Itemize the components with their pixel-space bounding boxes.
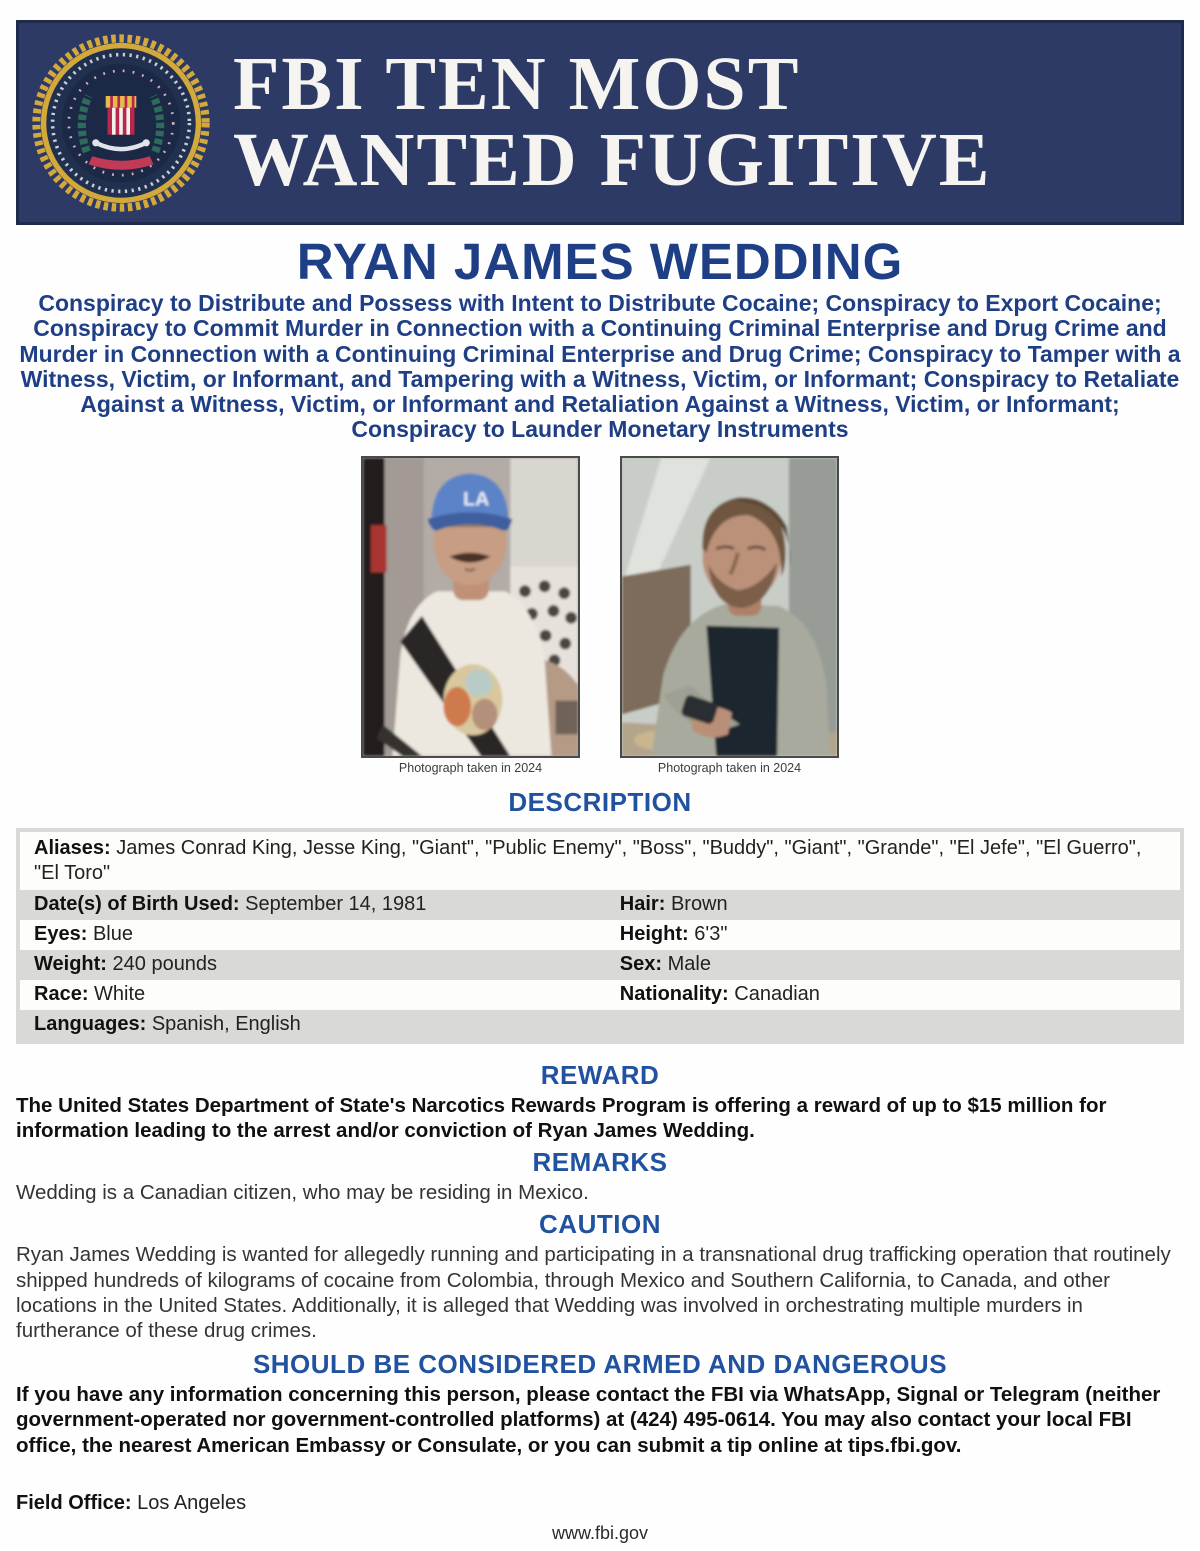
sex-value: Male [667, 953, 711, 976]
aliases-value: James Conrad King, Jesse King, "Giant", "Public Enemy", "Boss", "Buddy", "Giant", "Grande", "El Jefe", "El Guerro", "El Toro" [34, 836, 1142, 884]
nationality-label: Nationality: [619, 983, 729, 1006]
height-value: 6'3" [694, 923, 728, 946]
description-heading: DESCRIPTION [508, 786, 692, 817]
aliases-label: Aliases: [34, 836, 111, 859]
photo-caption-1: Photograph taken in 2024 [398, 760, 543, 775]
table-row [20, 890, 1180, 920]
hair-value: Brown [670, 893, 728, 916]
reward-heading: REWARD [540, 1059, 660, 1090]
remarks-heading: REMARKS [532, 1147, 668, 1178]
sex-label: Sex: [619, 953, 663, 976]
race-label: Race: [34, 983, 89, 1006]
photo-row [0, 456, 1200, 775]
description-table [16, 828, 1184, 1044]
fbi-seal-icon [31, 33, 211, 213]
armed-dangerous-heading: SHOULD BE CONSIDERED ARMED AND DANGEROUS [252, 1349, 948, 1380]
field-office-label: Field Office: [16, 1491, 132, 1514]
banner-title-line1: FBI TEN MOST [233, 42, 801, 127]
aliases-row [20, 832, 1180, 890]
field-office-line [16, 1492, 1184, 1515]
nationality-value: Canadian [734, 983, 820, 1006]
fbi-banner [16, 20, 1184, 225]
caution-text: Ryan James Wedding is wanted for allegedly running and participating in a transnational drug trafficking operation that routinely shipped hundreds of kilograms of cocaine from Colombia, through Mexico and Southern California, to Canada, and other locations in the United States. Additionally, it is alleged that Wedding was involved in orchestrating multiple murders in furtherance of these drug crimes. [16, 1243, 1171, 1342]
fugitive-photo-2 [620, 456, 839, 758]
dob-value: September 14, 1981 [245, 893, 427, 916]
field-office-value: Los Angeles [137, 1491, 247, 1514]
table-row [20, 980, 1180, 1010]
contact-text: If you have any information concerning this person, please contact the FBI via WhatsApp, Signal or Telegram (neither government-operated nor government-controlled platforms) at (424) 495-0614. You may also contact your local FBI office, the nearest American Embassy or Consulate, or you can submit a tip online at tips.fbi.gov. [16, 1383, 1161, 1457]
eyes-value: Blue [92, 923, 133, 946]
table-row [20, 920, 1180, 950]
weight-value: 240 pounds [112, 953, 218, 976]
dob-label: Date(s) of Birth Used: [34, 893, 240, 916]
race-value: White [94, 983, 146, 1006]
banner-title [233, 42, 992, 202]
eyes-label: Eyes: [34, 923, 88, 946]
photo-figure-1 [361, 456, 580, 775]
charges-text: Conspiracy to Distribute and Possess with Intent to Distribute Cocaine; Conspiracy to Export Cocaine; Conspiracy to Commit Murder in Connection with a Continuing Criminal Enterprise and Drug Crime and Murder in Connection with a Continuing Criminal Enterprise and Drug Crime; Conspiracy to Tamper with a Witness, Victim, or Informant, and Tampering with a Witness, Victim, or Informant; Conspiracy to Retaliate Against a Witness, Victim, or Informant and Retaliation Against a Witness, Victim, or Informant; Conspiracy to Launder Monetary Instruments [19, 290, 1181, 443]
remarks-text: Wedding is a Canadian citizen, who may be residing in Mexico. [16, 1181, 589, 1205]
languages-row [20, 1010, 1180, 1040]
photo-caption-2: Photograph taken in 2024 [657, 760, 802, 775]
fbi-website-url: www.fbi.gov [551, 1522, 649, 1543]
table-row [20, 950, 1180, 980]
weight-label: Weight: [34, 953, 107, 976]
svg-text:LA: LA [463, 488, 490, 511]
hair-label: Hair: [619, 893, 666, 916]
photo-figure-2 [620, 456, 839, 775]
reward-text: The United States Department of State's Narcotics Rewards Program is offering a reward of up to $15 million for information leading to the arrest and/or conviction of Ryan James Wedding. [16, 1093, 1107, 1142]
height-label: Height: [619, 923, 689, 946]
fugitive-photo-1 [361, 456, 580, 758]
languages-label: Languages: [34, 1013, 147, 1036]
banner-title-line2: WANTED FUGITIVE [233, 117, 992, 202]
caution-heading: CAUTION [539, 1209, 661, 1240]
fugitive-name: RYAN JAMES WEDDING [296, 233, 904, 290]
languages-value: Spanish, English [151, 1013, 301, 1036]
